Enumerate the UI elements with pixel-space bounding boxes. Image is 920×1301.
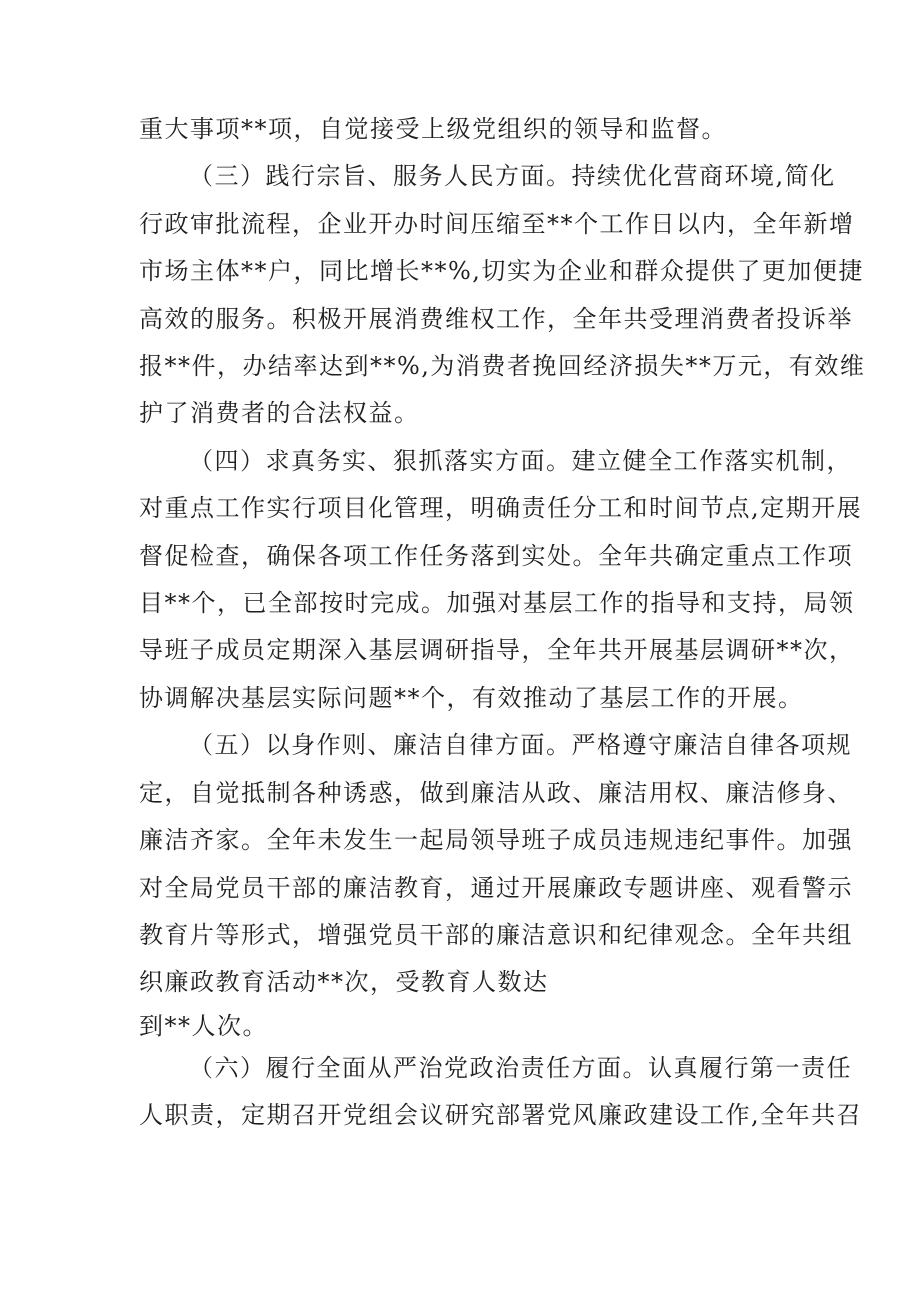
- text-line: 行政审批流程，企业开办时间压缩至**个工作日以内，全年新增: [139, 209, 855, 238]
- text-line: 报**件，办结率达到**%,为消费者挽回经济损失**万元，有效维: [139, 352, 866, 381]
- text-line: 市场主体**户，同比增长**%,切实为企业和群众提供了更加便捷: [139, 257, 864, 286]
- text-line: 护了消费者的合法权益。: [139, 399, 420, 428]
- paragraph-continuation: [139, 106, 787, 153]
- paragraph-implementation: [139, 438, 863, 722]
- text-line: 目**个，已全部按时完成。加强对基层工作的指导和支持，局领: [139, 589, 855, 618]
- text-line: 协调解决基层实际问题**个，有效推动了基层工作的开展。: [139, 683, 804, 712]
- text-line: 定，自觉抵制各种诱惑，做到廉洁从政、廉洁用权、廉洁修身、: [139, 778, 853, 807]
- text-line: 人职责，定期召开党组会议研究部署党风廉政建设工作,全年共召: [139, 1101, 863, 1130]
- text-line: 教育片等形式，增强党员干部的廉洁意识和纪律观念。全年共组: [139, 920, 853, 949]
- document-body: [139, 106, 866, 1140]
- text-line: 重大事项**项，自觉接受上级党组织的领导和监督。: [139, 115, 727, 143]
- text-line: 督促检查，确保各项工作任务落到实处。全年共确定重点工作项: [139, 541, 853, 570]
- text-line: （五）以身作则、廉洁自律方面。严格遵守廉洁自律各项规: [189, 731, 852, 760]
- text-line: 廉洁齐家。全年未发生一起局领导班子成员违规违纪事件。加强: [139, 826, 853, 855]
- text-line: 织廉政教育活动**次，受教育人数达: [139, 968, 549, 997]
- paragraph-serve-people: [139, 153, 866, 437]
- text-line: 到**人次。: [139, 1011, 268, 1040]
- text-line: 对全局党员干部的廉洁教育，通过开展廉政专题讲座、观看警示: [139, 873, 853, 902]
- text-line: 对重点工作实行项目化管理，明确责任分工和时间节点,定期开展: [139, 494, 863, 523]
- text-line: （四）求真务实、狠抓落实方面。建立健全工作落实机制，: [189, 446, 852, 475]
- text-line: （三）践行宗旨、服务人民方面。持续优化营商环境,简化: [189, 162, 836, 191]
- text-line: 高效的服务。积极开展消费维权工作，全年共受理消费者投诉举: [139, 304, 853, 333]
- text-line: （六）履行全面从严治党政治责任方面。认真履行第一责任: [189, 1053, 852, 1082]
- paragraph-party-governance: [139, 1045, 863, 1140]
- text-line: 导班子成员定期深入基层调研指导，全年共开展基层调研**次，: [139, 636, 855, 665]
- paragraph-integrity: [139, 722, 853, 1044]
